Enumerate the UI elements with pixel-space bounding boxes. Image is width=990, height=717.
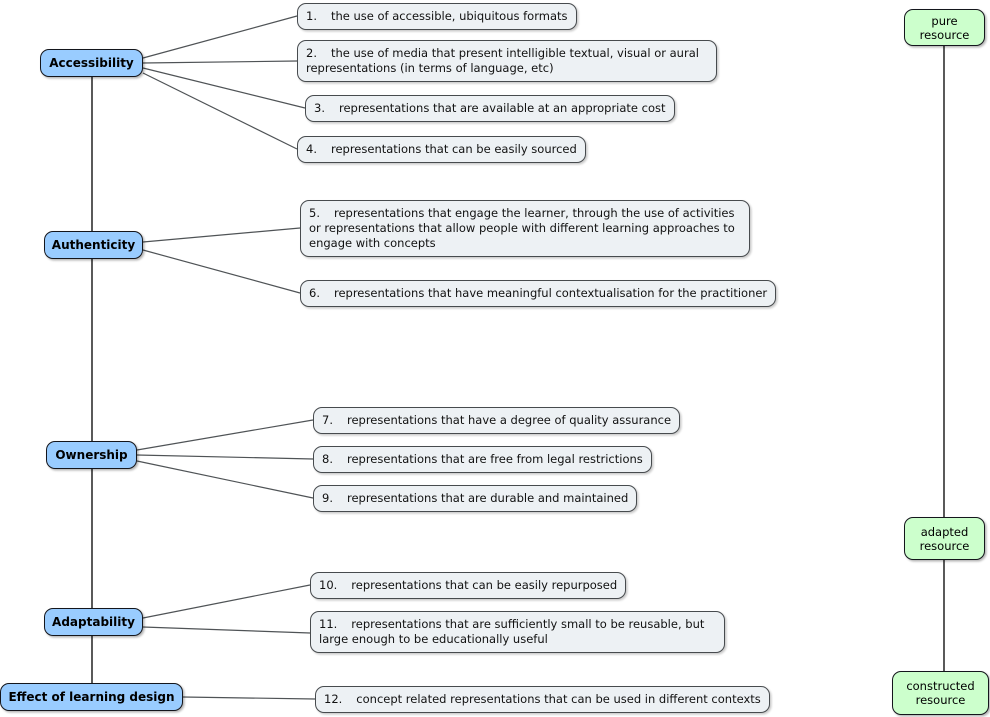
item-node-11[interactable] xyxy=(310,611,725,653)
item-text: representations that can be easily sourced xyxy=(330,142,577,156)
item-node-4[interactable] xyxy=(297,136,586,163)
item-node-5[interactable] xyxy=(300,200,750,257)
category-node-ownership[interactable]: Ownership xyxy=(46,441,137,469)
resource-node-pure[interactable]: pure resource xyxy=(904,9,985,46)
item-number: 4. xyxy=(306,142,317,156)
resource-node-constructed[interactable]: constructed resource xyxy=(892,671,989,715)
edge-authenticity-item-5 xyxy=(143,228,300,242)
item-text: the use of media that present intelligible textual, visual or aural representations (in terms of language, etc) xyxy=(306,46,699,75)
item-number: 9. xyxy=(322,491,333,505)
category-node-effect-of-learning-design[interactable]: Effect of learning design xyxy=(0,683,183,711)
item-text: representations that can be easily repurposed xyxy=(351,578,618,592)
item-node-10[interactable] xyxy=(310,572,626,599)
resource-node-adapted[interactable]: adapted resource xyxy=(904,517,985,560)
item-number: 2. xyxy=(306,46,317,60)
category-node-adaptability[interactable]: Adaptability xyxy=(44,608,143,636)
edge-ownership-item-7 xyxy=(137,420,313,450)
item-number: 5. xyxy=(309,206,320,220)
item-node-12[interactable] xyxy=(315,686,770,713)
item-text: representations that have meaningful contextualisation for the practitioner xyxy=(333,286,768,300)
category-node-accessibility[interactable]: Accessibility xyxy=(40,49,143,77)
item-node-7[interactable] xyxy=(313,407,680,434)
edge-authenticity-item-6 xyxy=(143,250,300,293)
item-text: representations that are durable and maintained xyxy=(346,491,629,505)
item-number: 3. xyxy=(314,101,325,115)
item-text: representations that are sufficiently small to be reusable, but large enough to be educationally useful xyxy=(319,617,705,646)
edge-accessibility-item-3 xyxy=(143,68,305,108)
item-node-9[interactable] xyxy=(313,485,637,512)
category-node-authenticity[interactable]: Authenticity xyxy=(44,231,143,259)
item-number: 7. xyxy=(322,413,333,427)
edge-accessibility-item-2 xyxy=(143,61,297,63)
item-text: representations that are free from legal restrictions xyxy=(346,452,643,466)
edge-accessibility-item-4 xyxy=(143,73,297,149)
item-text: representations that have a degree of quality assurance xyxy=(346,413,672,427)
item-text: the use of accessible, ubiquitous formats xyxy=(330,9,568,23)
item-node-2[interactable] xyxy=(297,40,717,82)
item-text: concept related representations that can be used in different contexts xyxy=(356,692,761,706)
edge-ownership-item-8 xyxy=(137,455,313,459)
edge-adaptability-item-11 xyxy=(143,627,310,633)
item-text: representations that are available at an appropriate cost xyxy=(338,101,666,115)
item-number: 12. xyxy=(324,692,343,706)
item-node-8[interactable] xyxy=(313,446,652,473)
item-text: representations that engage the learner, through the use of activities or representations that allow people with different learning approaches to engage with concepts xyxy=(309,206,735,250)
item-node-3[interactable] xyxy=(305,95,675,122)
edge-effect-item-12 xyxy=(183,697,315,699)
item-node-6[interactable] xyxy=(300,280,776,307)
item-number: 11. xyxy=(319,617,338,631)
edge-accessibility-item-1 xyxy=(143,16,297,58)
item-number: 8. xyxy=(322,452,333,466)
item-number: 10. xyxy=(319,578,338,592)
edge-adaptability-item-10 xyxy=(143,585,310,618)
item-number: 1. xyxy=(306,9,317,23)
item-node-1[interactable] xyxy=(297,3,577,30)
item-number: 6. xyxy=(309,286,320,300)
edge-ownership-item-9 xyxy=(137,461,313,498)
